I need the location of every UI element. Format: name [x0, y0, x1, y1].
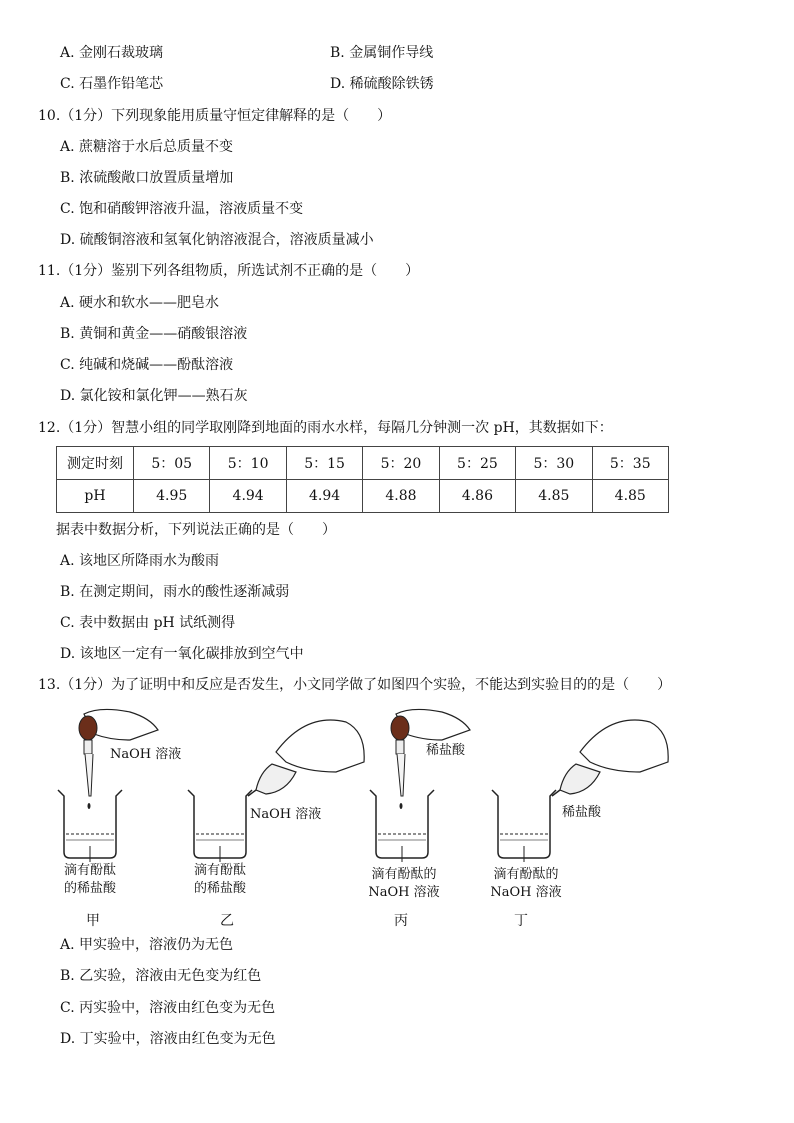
ph-table	[56, 446, 669, 513]
q9-option-b: B. 金属铜作导线	[330, 45, 434, 61]
reagent-label-jia: NaOH 溶液	[110, 747, 182, 762]
beaker-label-jia-l2: 的稀盐酸	[63, 881, 116, 896]
q12-option-b: B. 在测定期间，雨水的酸性逐渐减弱	[60, 584, 290, 600]
beaker-label-jia	[60, 862, 120, 898]
table-cell: 4.95	[134, 480, 210, 513]
q12-option-c: C. 表中数据由 pH 试纸测得	[60, 615, 236, 631]
table-cell: 4.94	[286, 480, 362, 513]
q12-option-d: D. 该地区一定有一氧化碳排放到空气中	[60, 646, 304, 662]
beaker-label-ding	[488, 866, 564, 902]
table-cell: 4.85	[516, 480, 592, 513]
q10-stem: 10.（1分）下列现象能用质量守恒定律解释的是（ ）	[38, 108, 392, 124]
q13-stem: 13.（1分）为了证明中和反应是否发生，小文同学做了如图四个实验，不能达到实验目的的是（ ）	[38, 677, 672, 693]
table-cell: 5：10	[210, 447, 286, 480]
q11-option-d: D. 氯化铵和氯化钾——熟石灰	[60, 388, 248, 404]
reagent-label-ding: 稀盐酸	[562, 805, 602, 820]
table-header-ph: pH	[57, 480, 134, 513]
table-cell: 5：05	[134, 447, 210, 480]
beaker-label-yi	[190, 862, 250, 898]
q10-option-a: A. 蔗糖溶于水后总质量不变	[60, 139, 234, 155]
q11-option-b: B. 黄铜和黄金——硝酸银溶液	[60, 326, 248, 342]
beaker-label-jia-l1: 滴有酚酞	[63, 863, 116, 878]
q10-option-b: B. 浓硫酸敞口放置质量增加	[60, 170, 234, 186]
q13-option-a: A. 甲实验中，溶液仍为无色	[60, 937, 234, 953]
table-row	[57, 480, 669, 513]
q12-stem: 12.（1分）智慧小组的同学取刚降到地面的雨水水样，每隔几分钟测一次 pH，其数据如下：	[38, 420, 613, 436]
q9-option-a: A. 金刚石裁玻璃	[60, 45, 164, 61]
table-cell: 4.86	[439, 480, 515, 513]
table-header-time: 测定时刻	[57, 447, 134, 480]
bottle-hand-yi	[248, 720, 364, 796]
reagent-label-bing: 稀盐酸	[426, 743, 466, 758]
q13-option-b: B. 乙实验，溶液由无色变为红色	[60, 968, 262, 984]
table-cell: 5：25	[439, 447, 515, 480]
q9-option-c: C. 石墨作铅笔芯	[60, 76, 164, 92]
q12-prompt: 据表中数据分析，下列说法正确的是（ ）	[56, 522, 336, 538]
table-cell: 5：30	[516, 447, 592, 480]
q11-option-c: C. 纯碱和烧碱——酚酞溶液	[60, 357, 234, 373]
caption-bing: 丙	[394, 913, 408, 929]
table-cell: 5：35	[592, 447, 668, 480]
caption-jia: 甲	[86, 913, 100, 929]
caption-yi: 乙	[220, 913, 234, 929]
beaker-label-ding-l2: NaOH 溶液	[490, 885, 562, 900]
q13-option-d: D. 丁实验中，溶液由红色变为无色	[60, 1031, 276, 1047]
table-cell: 4.94	[210, 480, 286, 513]
beaker-label-ding-l1: 滴有酚酞的	[493, 867, 559, 882]
beaker-label-yi-l1: 滴有酚酞	[193, 863, 246, 878]
bottle-hand-ding	[552, 720, 668, 796]
table-cell: 4.88	[363, 480, 439, 513]
beaker-label-bing	[366, 866, 442, 902]
beaker-label-yi-l2: 的稀盐酸	[193, 881, 246, 896]
table-cell: 5：15	[286, 447, 362, 480]
table-cell: 5：20	[363, 447, 439, 480]
q12-option-a: A. 该地区所降雨水为酸雨	[60, 553, 220, 569]
beaker-label-bing-l1: 滴有酚酞的	[371, 867, 437, 882]
caption-ding: 丁	[514, 913, 528, 929]
table-cell: 4.85	[592, 480, 668, 513]
q13-option-c: C. 丙实验中，溶液由红色变为无色	[60, 1000, 276, 1016]
q9-option-d: D. 稀硫酸除铁锈	[330, 76, 434, 92]
q10-option-c: C. 饱和硝酸钾溶液升温，溶液质量不变	[60, 201, 304, 217]
reagent-label-yi: NaOH 溶液	[250, 807, 322, 822]
beaker-label-bing-l2: NaOH 溶液	[368, 885, 440, 900]
experiment-figure	[40, 702, 760, 932]
table-row	[57, 447, 669, 480]
q10-option-d: D. 硫酸铜溶液和氢氧化钠溶液混合，溶液质量减小	[60, 232, 374, 248]
q11-stem: 11.（1分）鉴别下列各组物质，所选试剂不正确的是（ ）	[38, 263, 420, 279]
q11-option-a: A. 硬水和软水——肥皂水	[60, 295, 220, 311]
